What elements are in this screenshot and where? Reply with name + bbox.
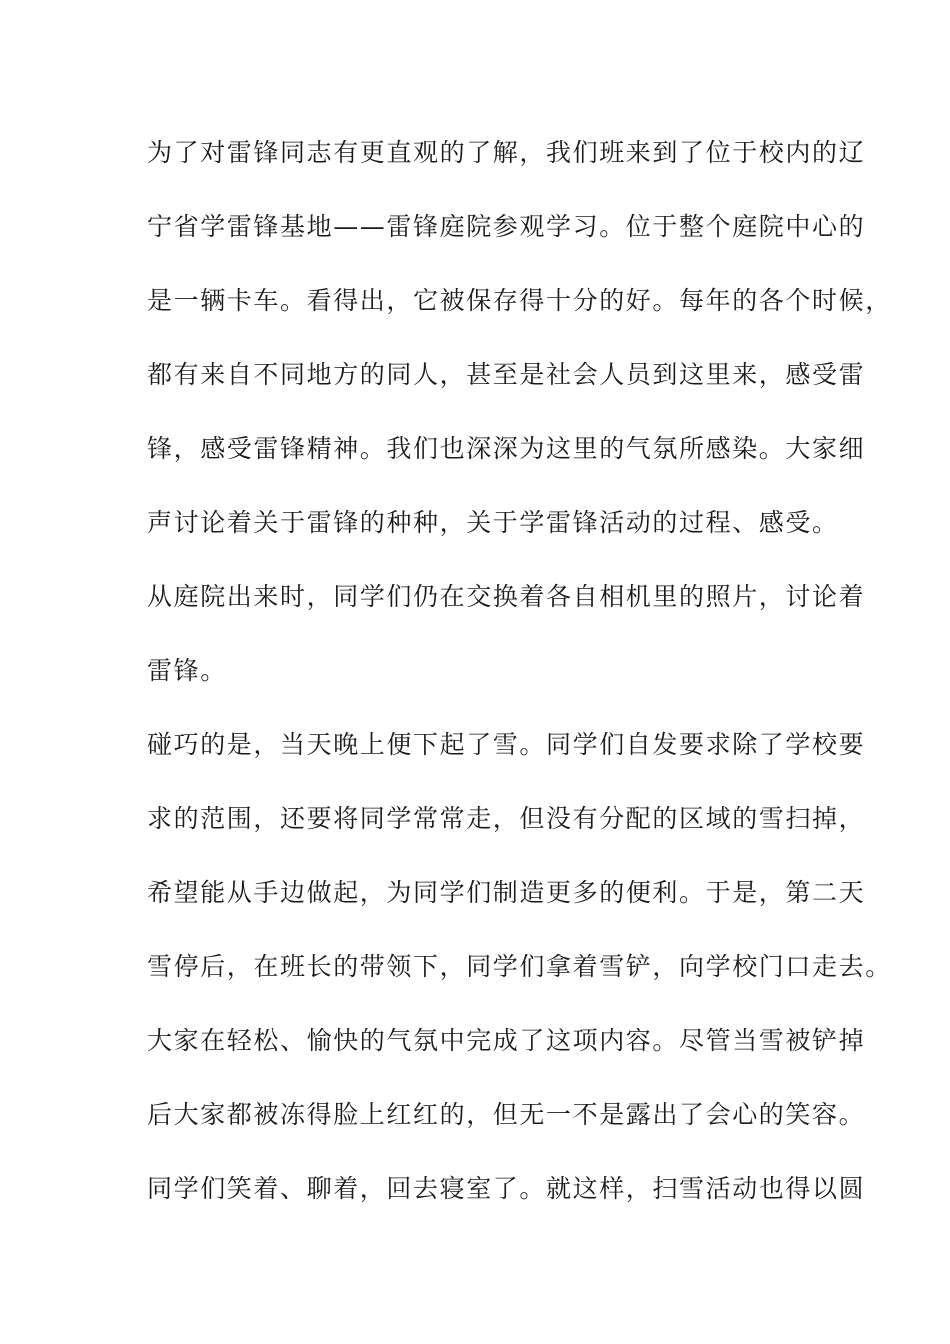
- text-line: 是一辆卡车。看得出，它被保存得十分的好。每年的各个时候，: [147, 286, 892, 315]
- text-line: 大家在轻松、愉快的气氛中完成了这项内容。尽管当雪被铲掉: [147, 1026, 866, 1055]
- text-line: 锋，感受雷锋精神。我们也深深为这里的气氛所感染。大家细: [147, 434, 866, 463]
- text-line: 后大家都被冻得脸上红红的，但无一不是露出了会心的笑容。: [147, 1100, 866, 1129]
- text-line: 雪停后，在班长的带领下，同学们拿着雪铲，向学校门口走去。: [147, 952, 892, 981]
- text-line: 为了对雷锋同志有更直观的了解，我们班来到了位于校内的辽: [147, 138, 866, 167]
- text-line: 宁省学雷锋基地——雷锋庭院参观学习。位于整个庭院中心的: [147, 212, 866, 241]
- text-line: 同学们笑着、聊着，回去寝室了。就这样，扫雪活动也得以圆: [147, 1174, 866, 1203]
- text-line: 声讨论着关于雷锋的种种，关于学雷锋活动的过程、感受。: [147, 508, 839, 537]
- text-line: 求的范围，还要将同学常常走，但没有分配的区域的雪扫掉，: [147, 804, 866, 833]
- text-line: 都有来自不同地方的同人，甚至是社会人员到这里来，感受雷: [147, 360, 866, 389]
- text-line: 雷锋。: [147, 656, 227, 685]
- text-line: 希望能从手边做起，为同学们制造更多的便利。于是，第二天: [147, 878, 866, 907]
- text-line: 从庭院出来时，同学们仍在交换着各自相机里的照片，讨论着: [147, 582, 866, 611]
- text-line: 碰巧的是，当天晚上便下起了雪。同学们自发要求除了学校要: [147, 730, 866, 759]
